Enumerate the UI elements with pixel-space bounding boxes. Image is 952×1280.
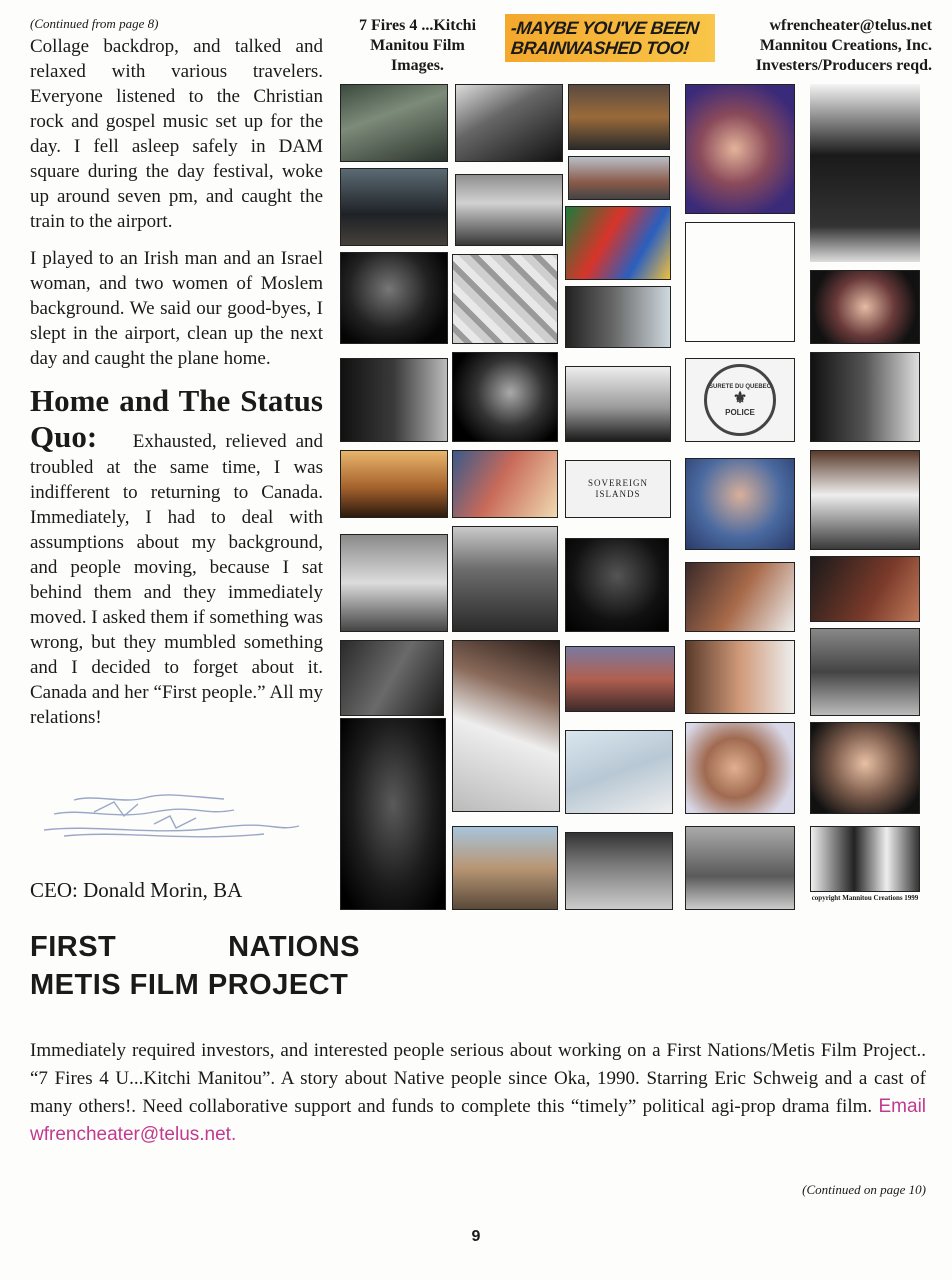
photo-parade bbox=[568, 156, 670, 200]
photo-sunset bbox=[340, 450, 448, 518]
photo-sunglasses-man bbox=[685, 458, 795, 550]
contact-email: wfrencheater@telus.net bbox=[769, 17, 932, 34]
photo-street-people bbox=[455, 174, 563, 246]
home-status-quo-section bbox=[30, 383, 323, 730]
email-link[interactable]: Email wfrencheater@telus.net. bbox=[30, 1096, 927, 1145]
photo-bulletin-board bbox=[452, 254, 558, 344]
film-images-caption bbox=[340, 16, 495, 76]
photo-woman-gesture bbox=[452, 450, 558, 518]
photo-group-seated bbox=[455, 84, 563, 162]
photo-two-men bbox=[810, 826, 920, 892]
contact-caption bbox=[722, 16, 932, 76]
title-word-nations: NATIONS bbox=[228, 931, 360, 963]
page-number: 9 bbox=[471, 1228, 481, 1245]
photo-fist-protest bbox=[565, 646, 675, 712]
copyright-note: copyright Mannitou Creations 1999 bbox=[811, 894, 919, 902]
photo-sovereign-islands-sign bbox=[565, 460, 671, 518]
photo-old-building bbox=[452, 826, 558, 910]
photo-long-hair-outdoor bbox=[565, 286, 671, 348]
project-title bbox=[30, 928, 360, 1004]
photo-portrait-closeup bbox=[452, 352, 558, 442]
signature-image bbox=[34, 790, 304, 850]
sovereign-sign-text: SOVEREIGN ISLANDS bbox=[588, 478, 648, 499]
section-heading: Home and The Status Quo: bbox=[30, 383, 323, 454]
photo-painted-face bbox=[565, 206, 671, 280]
continued-on-note: (Continued on page 10) bbox=[802, 1182, 926, 1197]
investors-note: Investers/Producers reqd. bbox=[755, 57, 932, 74]
photo-braided-sweetgrass bbox=[685, 222, 795, 342]
photo-guitar-player bbox=[340, 718, 446, 910]
photo-street-sign bbox=[340, 534, 448, 632]
caption-line-1: 7 Fires 4 ...Kitchi bbox=[358, 17, 477, 34]
photo-pale-face bbox=[565, 730, 673, 814]
title-line-2: METIS FILM PROJECT bbox=[30, 969, 349, 1001]
photo-statue bbox=[340, 84, 448, 162]
photo-long-hair-man bbox=[340, 358, 448, 442]
photo-rail-tracks bbox=[565, 832, 673, 910]
project-body-text: Immediately required investors, and interested people serious about working on a First Nations/Metis Film Project.. “7 Fires 4 U...Kitchi Manitou”. A story about Native people since Oka, 1990. Starring Eric Schweig and a cast of many others!. Need collaborative support and funds to complete this “timely” political agi-prop drama film. bbox=[30, 1040, 926, 1117]
banner-line-2: BRAINWASHED TOO! bbox=[509, 38, 690, 58]
police-badge-icon: SURETE DU QUEBEC ⚜ POLICE bbox=[704, 364, 776, 436]
photo-cathedral bbox=[452, 526, 558, 632]
photo-crowd-street bbox=[568, 84, 670, 150]
photo-city-figures bbox=[810, 352, 920, 442]
photo-street-scene bbox=[810, 628, 920, 716]
photo-man-cigar bbox=[810, 722, 920, 814]
photo-man-pipe bbox=[685, 722, 795, 814]
paragraph-3: Exhausted, relieved and troubled at the same time, I was indifferent to returning to Canada. Immediately, I had to deal with assumptions about my background, and people moving, because I sat behind them and they immediately moved. I asked them if something was wrong, but they mumbled something and I decided to forget about it. Canada and her “First people.” All my relations! bbox=[30, 431, 323, 728]
project-description bbox=[30, 1037, 926, 1149]
photo-dark-portrait bbox=[340, 252, 448, 344]
title-word-first: FIRST bbox=[30, 931, 117, 963]
photo-woman-face bbox=[810, 270, 920, 344]
continued-from-note: (Continued from page 8) bbox=[30, 16, 159, 31]
photo-masked-men bbox=[810, 84, 920, 262]
banner-line-1: -MAYBE YOU'VE BEEN bbox=[509, 18, 700, 38]
photo-man-shelf bbox=[685, 640, 795, 714]
photo-man-smoking bbox=[685, 84, 795, 214]
badge-top-text: SURETE DU QUEBEC bbox=[708, 383, 771, 390]
photo-man-tshirt bbox=[810, 450, 920, 550]
ceo-credit: CEO: Donald Morin, BA bbox=[30, 878, 243, 902]
photo-dark-figures bbox=[565, 538, 669, 632]
company-name: Mannitou Creations, Inc. bbox=[759, 37, 932, 54]
caption-line-2: Manitou Film bbox=[370, 37, 465, 54]
photo-hands-closeup bbox=[685, 562, 795, 632]
brainwashed-banner bbox=[505, 14, 715, 62]
caption-line-3: Images. bbox=[391, 57, 444, 74]
photo-harbour bbox=[565, 366, 671, 442]
photo-man-suit bbox=[340, 640, 444, 716]
photo-man-park bbox=[340, 168, 448, 246]
paragraph-2: I played to an Irish man and an Israel woman, and two women of Moslem background. We said our good-byes, I slept in the airport, clean up the next day and caught the plane home. bbox=[30, 248, 323, 369]
photo-dark-room bbox=[810, 556, 920, 622]
photo-police-badge bbox=[685, 358, 795, 442]
photo-office-man bbox=[685, 826, 795, 910]
paragraph-1: Collage backdrop, and talked and relaxed with various travelers. Everyone listened to the Christian rock and gospel music set up for the day. I fell asleep safely in DAM square during the day festival, woke up around seven pm, and caught the train to the airport. bbox=[30, 36, 323, 232]
left-column bbox=[30, 16, 323, 742]
photo-hand-documents bbox=[452, 640, 560, 812]
badge-bottom-text: POLICE bbox=[725, 407, 755, 417]
